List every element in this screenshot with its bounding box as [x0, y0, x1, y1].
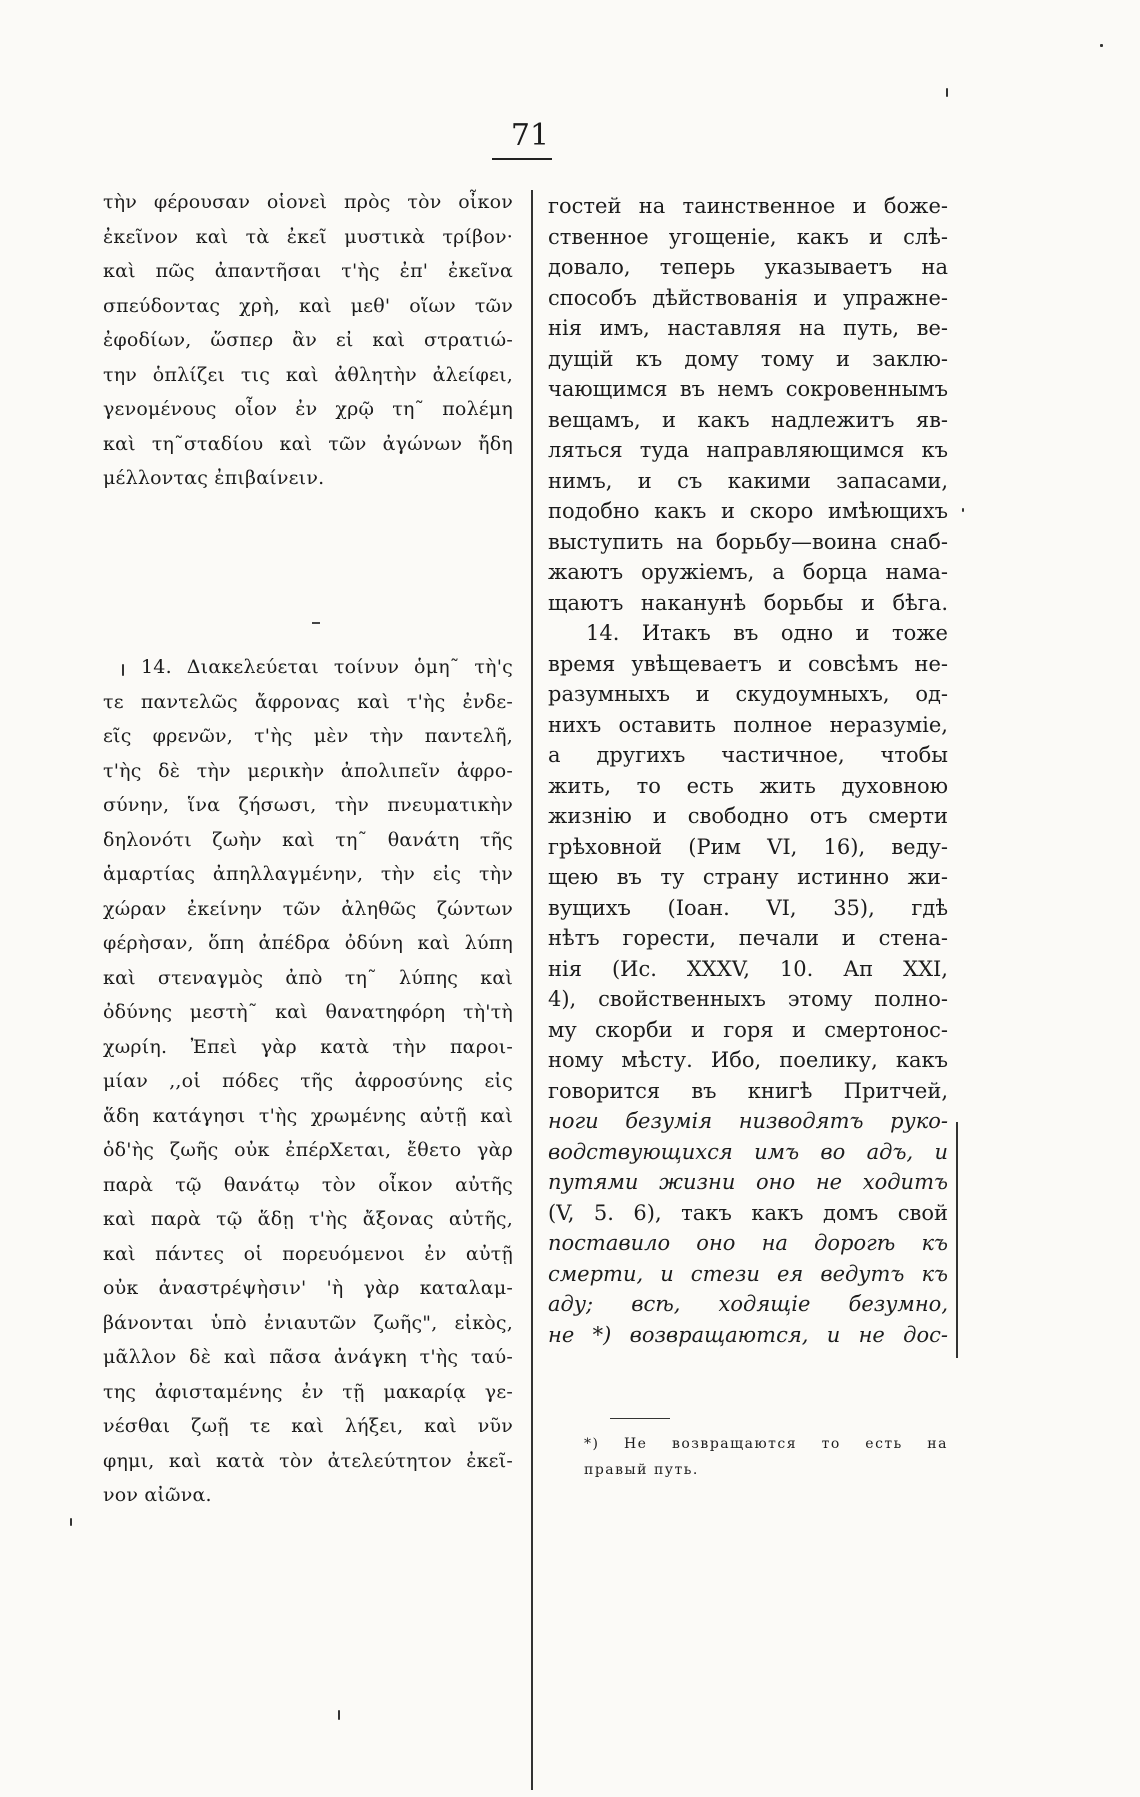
scan-speck	[962, 508, 964, 512]
text-line: способъ дѣйствованія и упражне-	[548, 285, 948, 310]
page-number: 71	[510, 118, 550, 153]
text-line: την ὁπλίζει τις καὶ ἀθλητὴν ἀλείφει,	[103, 363, 513, 386]
text-line: ἁμαρτίας ἀπηλλαγμένην, τὴν εἰς τὴν	[103, 863, 513, 885]
text-line: чающимся въ немъ сокровеннымъ	[548, 377, 948, 401]
text-line: παρὰ τῷ θανάτῳ τὸν οἶκον αὐτῆς	[103, 1173, 513, 1196]
text-line: время увѣщеваетъ и совсѣмъ не-	[548, 651, 948, 676]
text-line: разумныхъ и скудоумныхъ, од-	[548, 682, 948, 706]
text-line: говорится въ книгѣ Притчей,	[548, 1078, 948, 1103]
text-line: καὶ στεναγμὸς ἀπὸ τη῀ λύπης καὶ	[103, 966, 513, 989]
text-line: καὶ παρὰ τῷ ἅδῃ τ'ὴς ἄξονας αὐτῆς,	[103, 1208, 513, 1230]
text-line-italic: аду; всѣ, ходящіе безумно,	[548, 1292, 948, 1316]
text-line: ἅδη κατάγησι τ'ὴς χρωμένης αὐτῇ καὶ	[103, 1104, 513, 1127]
text-line: грѣховной (Рим VI, 16), веду-	[548, 834, 948, 859]
text-line-italic: водствующихся имъ во адъ, и	[548, 1139, 948, 1164]
text-line: нѣтъ горести, печали и стена-	[548, 926, 948, 950]
text-line: βάνονται ὑπὸ ἐνιαυτῶν ζωῆς", εἰκὸς,	[103, 1311, 513, 1334]
text-line: щаютъ наканунѣ борьбы и бѣга.	[548, 590, 948, 615]
text-line: ἐκεῖνον καὶ τὰ ἐκεῖ μυστικὰ τρίβον·	[103, 225, 513, 248]
text-line: τε παντελῶς ἄφρονας καὶ τ'ὴς ἐνδε-	[103, 690, 513, 713]
scan-speck	[1100, 44, 1103, 47]
text-line: ἐφοδίων, ὥσπερ ἂν εἰ καὶ στρατιώ-	[103, 329, 513, 351]
footnote-line: *) Не возвращаются то есть на	[584, 1436, 948, 1452]
text-line: ляться туда направляющимся къ	[548, 438, 948, 462]
text-line: δηλονότι ζωὴν καὶ τη῀ θανάτη τῆς	[103, 828, 513, 851]
page-number-rule	[492, 158, 552, 160]
column-divider	[531, 190, 533, 1790]
text-line: жизнію и свободно отъ смерти	[548, 804, 948, 828]
text-line: χώραν ἐκείνην τῶν ἀληθῶς ζώντων	[103, 897, 513, 920]
text-line: μίαν ,,οἱ πόδες τῆς ἀφροσύνης εἰς	[103, 1070, 513, 1092]
text-line: σπεύδοντας χρὴ, καὶ μεθ' οἵων τῶν	[103, 294, 513, 317]
text-line: καὶ τη῀σταδίου καὶ τῶν ἀγώνων ἤδη	[103, 432, 513, 455]
text-line: ὀδύνης μεστὴ῀ καὶ θανατηφόρη τὴ'τὴ	[103, 1001, 513, 1023]
text-line: φέρὴσαν, ὅπη ἀπέδρα ὀδύνη καὶ λύπη	[103, 932, 513, 954]
text-line: καὶ πάντες οἱ πορευόμενοι ἐν αὐτῇ	[103, 1242, 513, 1265]
text-line: жить, то есть жить духовною	[548, 773, 948, 798]
russian-text	[548, 191, 948, 1350]
text-line: φημι, καὶ κατὰ τὸν ἀτελεύτητον ἐκεῖ-	[103, 1449, 513, 1472]
text-line-italic: ноги безумія низводятъ руко-	[548, 1109, 948, 1133]
text-line: της ἀφισταμένης ἐν τῇ μακαρίᾳ γε-	[103, 1380, 513, 1403]
text-line: μᾶλλον δὲ καὶ πᾶσα ἀνάγκη τ'ὴς ταύ-	[103, 1346, 513, 1368]
text-line: ному мѣсту. Ибо, поелику, какъ	[548, 1048, 948, 1072]
text-line: щею въ ту страну истинно жи-	[548, 865, 948, 889]
text-line: εῖς φρενῶν, τ'ὴς μὲν τὴν παντελῆ,	[103, 725, 513, 747]
text-line: 4), свойственныхъ этому полно-	[548, 987, 948, 1011]
text-line: 14. Διακελεύεται τοίνυν ὁμη῀ τὴ'ς	[141, 656, 513, 678]
text-line: му скорби и горя и смертонос-	[548, 1017, 948, 1042]
greek-paragraph-14	[103, 650, 513, 1513]
margin-bar	[956, 1122, 958, 1358]
scan-speck	[946, 88, 948, 97]
text-line: нимъ, и съ какими запасами,	[548, 468, 948, 493]
text-line: (V, 5. 6), такъ какъ домъ свой	[548, 1200, 948, 1225]
text-line: подобно какъ и скоро имѣющихъ	[548, 499, 948, 523]
text-line-italic: смерти, и стези ея ведутъ къ	[548, 1261, 948, 1286]
text-line: καὶ πῶς ἀπαντῆσαι τ'ὴς ἐπ' ἐκεῖνα	[103, 260, 513, 282]
text-line-italic: поставило оно на дорогѣ къ	[548, 1231, 948, 1255]
text-line: а другихъ частичное, чтобы	[548, 743, 948, 767]
text-line: вущихъ (Іоан. VI, 35), гдѣ	[548, 895, 948, 920]
text-line: νον αἰῶνα.	[103, 1484, 212, 1506]
text-line: χωρίη. Ἐπεὶ γὰρ κατὰ τὴν παροι-	[103, 1035, 513, 1058]
scan-speck	[338, 1710, 340, 1720]
text-line: ὁδ'ὴς ζωῆς οὐκ ἐπέρΧεται, ἔθετο γὰρ	[103, 1139, 513, 1161]
scan-speck	[122, 664, 124, 676]
text-line: 14. Итакъ въ одно и тоже	[586, 621, 948, 645]
text-line: нія (Ис. XXXV, 10. Ап XXI,	[548, 956, 948, 981]
text-line: дущій къ дому тому и заклю-	[548, 346, 948, 371]
text-line: γενομένους οἷον ἐν χρῷ τη῀ πολέμη	[103, 398, 513, 420]
text-line: τὴν φέρουσαν οἱονεὶ πρὸς τὸν οἶκον	[103, 191, 513, 213]
text-line: выступить на борьбу—воина снаб-	[548, 529, 948, 554]
greek-paragraph-13-end	[103, 185, 513, 496]
text-line: νέσθαι ζωῇ τε καὶ λήξει, καὶ νῦν	[103, 1415, 513, 1437]
text-line: οὐκ ἀναστρέψὴσιν' 'ὴ γὰρ καταλαμ-	[103, 1277, 513, 1299]
text-line: ственное угощеніе, какъ и слѣ-	[548, 224, 948, 249]
text-line-italic: путями жизни оно не ходитъ	[548, 1170, 948, 1194]
text-line-italic: не *) возвращаются, и не дос-	[548, 1322, 948, 1347]
footnote	[584, 1431, 948, 1483]
text-line: довало, теперь указываетъ на	[548, 255, 948, 279]
text-line: σύνην, ἵνα ζήσωσι, τὴν πνευματικὴν	[103, 794, 513, 816]
decorative-dash	[312, 622, 320, 624]
text-line: τ'ὴς δὲ τὴν μερικὴν ἀπολιπεῖν ἀφρο-	[103, 759, 513, 782]
footnote-line: правый путь.	[584, 1462, 699, 1478]
text-line: μέλλοντας ἐπιβαίνειν.	[103, 467, 325, 489]
text-line: нія имъ, наставляя на путь, ве-	[548, 316, 948, 340]
footnote-rule	[610, 1418, 670, 1419]
text-line: гостей на таинственное и боже-	[548, 194, 948, 218]
scan-speck	[70, 1518, 72, 1526]
text-line: нихъ оставить полное неразуміе,	[548, 712, 948, 737]
text-line: вещамъ, и какъ надлежитъ яв-	[548, 407, 948, 432]
text-line: жаютъ оружіемъ, а борца нама-	[548, 560, 948, 584]
